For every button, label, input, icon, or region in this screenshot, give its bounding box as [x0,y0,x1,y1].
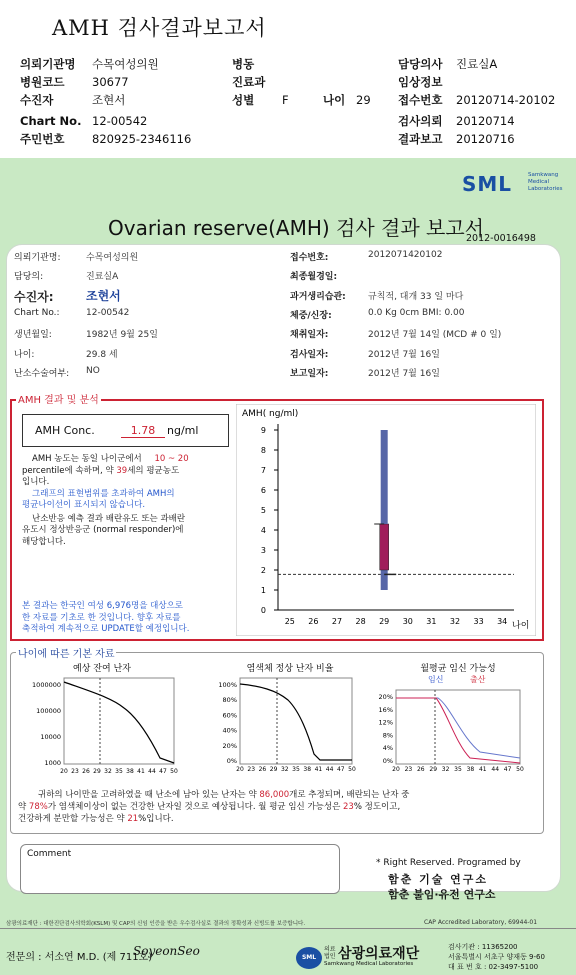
info-value: 1982년 9월 25일 [86,330,158,340]
amh-conc-value: 1.78 [121,424,165,438]
info-label: 나이: [14,350,35,360]
comment-label: Comment [27,849,72,859]
x-tick-label: 47 [159,768,167,775]
amh-interpretation [22,454,234,548]
pregnancy-chance-chart [370,662,530,780]
doctor-name: 전문의 : 서소연 M.D. (제 711호) [6,952,153,963]
note-line: 한 자료를 기초로 한 것입니다. 향후 자료를 [22,612,181,623]
birth-chance-value: 21 [127,814,139,824]
foundation-subtitle: Samkwang Medical Laboratories [324,961,414,967]
x-tick-label: 23 [404,766,413,773]
info-label: 최종월경일: [290,272,338,282]
info-value: 규칙적, 대개 33 일 마다 [368,292,464,302]
age-range-upper-bar [381,430,388,524]
x-tick-label: 25 [284,617,295,626]
header-value: F [282,93,289,107]
patient-name: 조현서 [86,289,121,303]
info-label: 난소수술여부: [14,369,70,379]
foundation-phone-2: 대 표 번 호 : 02-3497-5100 [448,963,539,971]
remaining-eggs-chart [22,662,182,780]
x-tick-label: 32 [280,766,289,773]
note-line: 축적하여 계속적으로 UPDATE할 예정입니다. [22,624,190,634]
interp-note: 평균나이선이 표시되지 않습니다. [22,500,146,510]
x-tick-label: 47 [336,766,345,773]
info-label: 담당의: [14,272,44,282]
y-tick-label: 100% [218,681,237,689]
info-label: 접수번호: [290,253,329,263]
y-tick-label: 100000 [36,707,61,715]
x-tick-label: 26 [82,768,90,775]
chart-xlabel: 나이 [512,621,530,631]
x-tick-label: 26 [416,766,425,773]
institute-name-1: 함춘 기술 연구소 [388,873,489,886]
header-value: 20120714 [456,114,515,128]
y-tick-label: 9 [260,426,266,435]
y-tick-label: 3 [260,546,266,555]
amh-conc-unit: ng/ml [167,424,199,437]
footer-divider [0,928,576,929]
y-tick-label: 0 [260,606,266,615]
institute-name-2: 함춘 불임·유전 연구소 [388,888,496,901]
header-label: 접수번호 [398,93,443,107]
normal-egg-ratio-chart [200,662,360,780]
header-label: 병동 [232,57,255,71]
header-value: 조현서 [92,93,126,107]
info-value: 12-00542 [86,308,130,318]
equivalent-age: 39 [116,465,128,476]
x-tick-label: 32 [104,768,112,775]
y-tick-label: 40% [222,726,237,735]
y-tick-label: 80% [222,696,237,705]
y-tick-label: 8 [260,446,266,455]
info-label: 과거생리습관: [290,292,346,302]
y-tick-label: 1000 [44,759,61,767]
header-label: 담당의사 [398,57,443,71]
info-label: 채취일자: [290,330,329,340]
x-tick-label: 38 [466,766,475,773]
x-tick-label: 33 [473,617,484,626]
info-label: 검사일자: [290,350,329,360]
x-tick-label: 34 [497,617,508,626]
x-tick-label: 29 [379,617,390,626]
x-tick-label: 38 [303,766,312,773]
header-value: 진료실A [456,57,498,71]
summary-text: 개로 추정되며, 배란되는 난자 중 [289,790,410,800]
comment-box [20,844,340,894]
y-tick-label: 1 [260,586,266,595]
remaining-eggs-value: 86,000 [259,790,290,800]
cap-text: CAP Accredited Laboratory, 69944-01 [424,919,538,926]
foundation-logo-icon: SML [296,947,322,969]
interp-text: 입니다. [22,477,50,487]
plot-area [240,678,352,764]
y-tick-label: 16% [378,705,393,714]
y-tick-label: 1000000 [32,681,61,689]
header-label: 병원코드 [20,75,65,89]
info-label: 보고일자: [290,369,329,379]
normal-ratio-value: 78% [28,802,48,812]
x-tick-label: 23 [71,768,79,775]
age-range-lower-bar [381,570,388,590]
info-value: 진료실A [86,272,119,282]
header-label: 나이 [323,93,346,107]
chart-title: 염색체 정상 난자 비율 [246,664,334,674]
summary-text: 건강하게 분만할 가능성은 약 [18,814,125,824]
header-label: 수진자 [20,93,54,107]
x-tick-label: 28 [355,617,366,626]
legend-birth: 출산 [470,675,486,684]
x-tick-label: 44 [148,768,156,775]
x-tick-label: 32 [441,766,450,773]
y-tick-label: 0% [382,757,393,765]
header-value: 30677 [92,75,129,89]
header-label: 의뢰기관명 [20,57,76,71]
x-tick-label: 29 [429,766,438,773]
x-tick-label: 32 [449,617,461,626]
pregnancy-chance-value: 23 [343,802,354,812]
y-tick-label: 2 [260,566,266,575]
info-label: Chart No.: [14,308,60,318]
interp-note: 그래프의 표현범위를 초과하여 AMH의 [32,488,175,499]
x-tick-label: 50 [348,766,356,773]
interp-text: 해당합니다. [22,536,66,547]
info-value: 2012년 7월 14일 (MCD # 0 일) [368,330,502,340]
x-tick-label: 26 [258,766,267,773]
foundation-contact [448,942,545,972]
y-tick-label: 5 [260,506,266,515]
info-value: 29.8 세 [86,350,118,360]
header-label: 진료과 [232,75,266,89]
header-row-1 [20,55,498,73]
y-tick-label: 7 [260,466,266,475]
header-row-3 [20,91,556,109]
summary-text: 가 염색체이상이 없는 건강한 난자일 것으로 예상됩니다. 월 평균 임신 가능성은 [47,802,341,812]
report-title: Ovarian reserve(AMH) 검사 결과 보고서 [108,216,484,240]
info-label: 수진자: [14,290,54,304]
interp-text: percentile에 속하며, 약 [22,465,114,476]
interp-text: AMH 농도는 동일 나이군에서 [32,454,142,464]
x-tick-label: 41 [137,768,145,775]
legend-pregnancy: 임신 [428,675,444,684]
amh-age-chart [236,404,536,636]
report-number: 2012-0016498 [466,233,536,244]
x-tick-label: 47 [503,766,512,773]
header-value: 29 [356,93,371,107]
info-value: 2012년 7월 16일 [368,350,440,360]
x-tick-label: 29 [93,768,101,775]
percentile-range: 10 ~ 20 [154,454,189,464]
x-tick-label: 35 [454,766,462,773]
x-tick-label: 20 [236,766,244,773]
foundation-phone-1: 검사기관 : 11365200 [448,943,518,951]
x-tick-label: 29 [269,766,278,773]
y-tick-label: 20% [222,741,237,750]
y-tick-label: 12% [378,718,393,727]
x-tick-label: 38 [126,768,134,775]
x-tick-label: 41 [314,766,323,773]
y-tick-label: 4 [260,526,266,535]
header-row-4 [20,112,515,130]
header-value: 수목여성의원 [92,57,159,71]
chart-title: 예상 잔여 난자 [73,664,131,674]
age-section-title: 나이에 따른 기본 자료 [16,645,116,660]
header-label: 임상정보 [398,75,443,89]
amh-data-note [22,601,234,636]
x-tick-label: 35 [115,768,123,775]
summary-text: % 정도이고, [353,802,401,812]
x-tick-label: 41 [478,766,487,773]
x-tick-label: 30 [402,617,413,626]
info-label: 체중/신장: [290,311,332,321]
x-tick-label: 20 [60,768,68,775]
plot-area [396,690,520,764]
summary-text: 귀하의 나이만을 고려하였을 때 난소에 남아 있는 난자는 약 [38,790,257,800]
interp-text: 난소반응 예측 결과 배란유도 또는 과배란 [32,513,186,524]
x-tick-label: 27 [331,617,343,626]
y-tick-label: 60% [222,711,237,720]
foundation-name: 삼광의료재단 [338,946,420,962]
y-tick-label: 10000 [40,733,61,741]
y-tick-label: 8% [382,731,393,740]
sml-logo-subtitle: Samkwang Medical Laboratories [528,172,563,192]
doctor-signature: SoyeonSeo [133,944,200,958]
header-label: 성별 [232,93,255,107]
plot-area [64,678,174,764]
age-summary [18,789,538,825]
certification-text: 삼광의료재단 : 대한진단검사의학회(KSLM) 및 CAP의 신임 인증을 받은 우수검사실로 결과의 정확성과 신빙도를 보증합니다. [6,921,306,927]
info-label: 생년월일: [14,330,52,340]
header-row-5 [20,130,515,148]
x-tick-label: 26 [308,617,319,626]
info-value: 0.0 Kg 0cm BMI: 0.00 [368,308,465,318]
interp-text: 유도시 정상반응군 (normal responder)에 [22,525,184,535]
amh-section-title: AMH 결과 및 분석 [16,391,101,406]
info-value: 2012071420102 [368,250,443,260]
x-tick-label: 23 [247,766,256,773]
header-value: 20120714-20102 [456,93,556,107]
document-title: AMH 검사결과보고서 [52,16,267,40]
note-line: 본 결과는 한국인 여성 6,976명을 대상으로 [22,601,184,611]
summary-text: 약 [18,802,27,812]
header-label: 결과보고 [398,132,443,146]
sml-logo: SML [462,172,513,196]
x-tick-label: 44 [325,766,334,773]
x-tick-label: 50 [170,768,178,775]
info-value: 수목여성의원 [86,253,139,263]
y-tick-label: 4% [382,744,393,753]
header-label: Chart No. [20,114,82,128]
foundation-tag: 의료법인 [324,946,336,960]
header-value: 820925-2346116 [92,132,192,146]
y-tick-label: 20% [378,693,393,701]
amh-conc-box [22,414,229,447]
foundation-address: 서울특별시 서초구 양재동 9-60 [448,953,545,961]
summary-text: %입니다. [138,814,174,824]
age-range-iqr-bar [380,524,389,570]
header-label: 검사의뢰 [398,114,443,128]
header-label: 주민번호 [20,132,65,146]
chart-ylabel: AMH( ng/ml) [242,409,299,419]
info-value: 2012년 7월 16일 [368,369,440,379]
x-tick-label: 31 [426,617,437,626]
interp-text: 세의 평균농도 [127,465,180,476]
header-row-2 [20,73,443,91]
x-tick-label: 44 [491,766,500,773]
header-value: 12-00542 [92,114,148,128]
x-tick-label: 20 [392,766,400,773]
x-tick-label: 35 [292,766,300,773]
rights-text: * Right Reserved. Programed by [376,858,521,868]
y-tick-label: 0% [226,757,237,765]
info-value: NO [86,366,100,376]
chart-title: 월평균 임신 가능성 [420,664,496,674]
x-tick-label: 50 [516,766,524,773]
header-value: 20120716 [456,132,515,146]
info-label: 의뢰기관명: [14,253,61,263]
amh-conc-label: AMH Conc. [35,424,95,437]
y-tick-label: 6 [260,486,266,495]
